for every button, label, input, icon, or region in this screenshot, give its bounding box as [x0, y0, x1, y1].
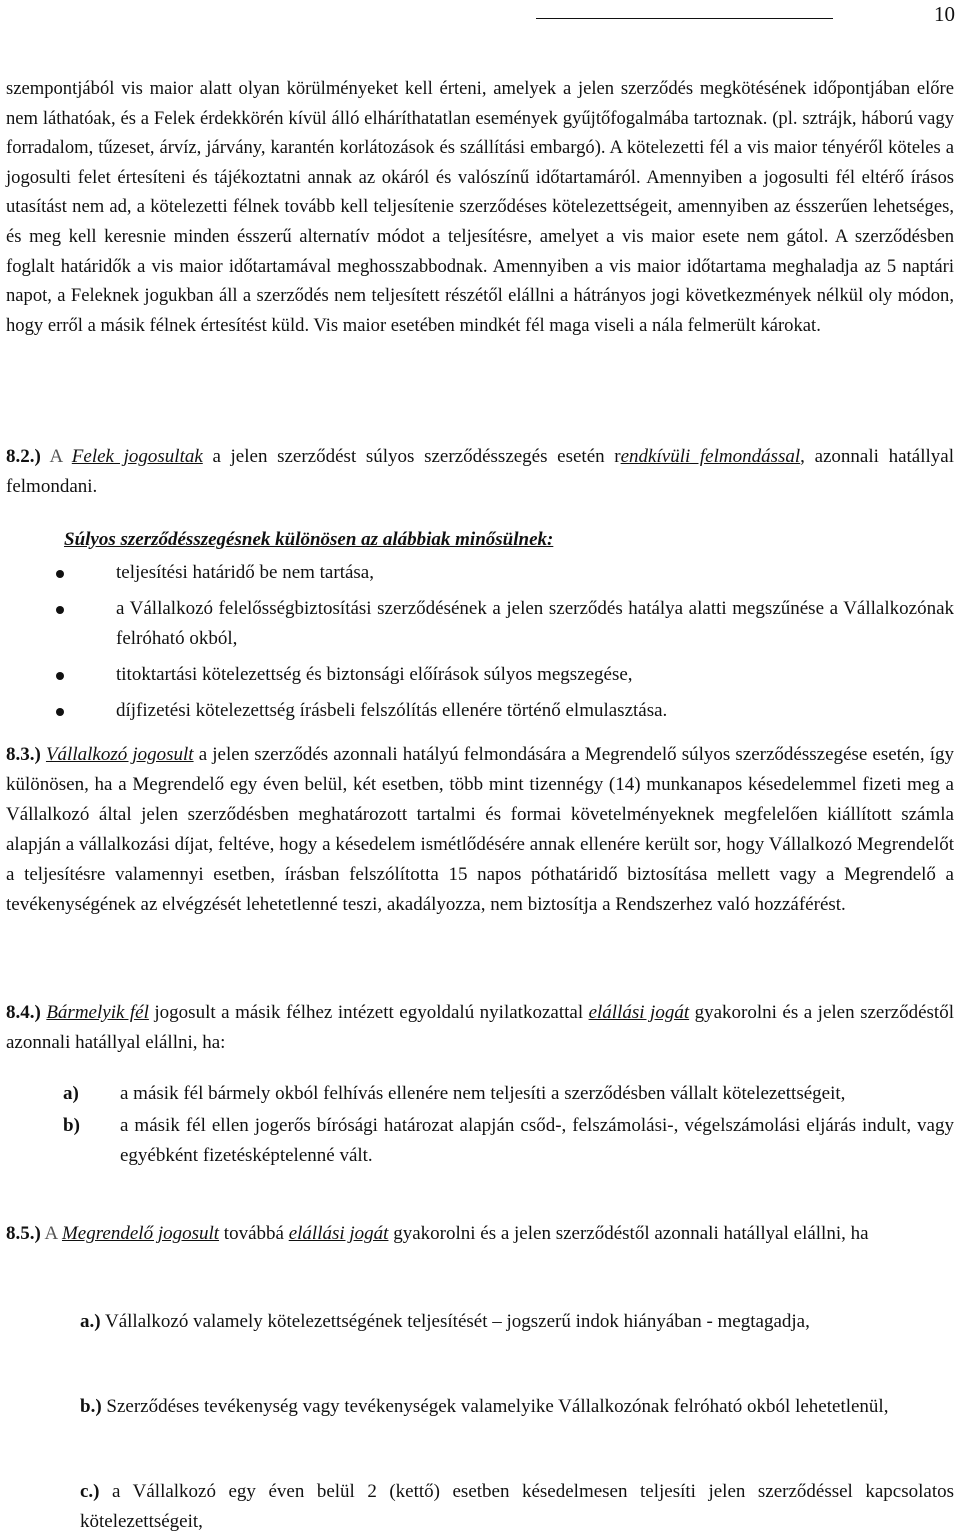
list-item-text: a Vállalkozó felelősségbiztosítási szerződésének a jelen szerződés hatálya alatti megszűnése a Vállalkozónak felróható okból,	[116, 598, 954, 649]
section-8-4	[6, 998, 954, 1058]
bullet-list	[56, 558, 954, 732]
bullet-icon	[56, 672, 64, 680]
section-8-5-item-c	[80, 1477, 954, 1537]
bullet-icon	[56, 708, 64, 716]
section-8-4-list	[6, 1079, 954, 1171]
list-item-text: a másik fél bármely okból felhívás ellenére nem teljesíti a szerződésben vállalt kötelezettségeit,	[120, 1083, 846, 1104]
list-item	[56, 594, 954, 654]
section-number: 8.5.)	[6, 1223, 41, 1244]
section-8-2-text	[6, 442, 954, 502]
list-item-text: díjfizetési kötelezettség írásbeli felszólítás ellenére történő elmulasztása.	[116, 700, 668, 721]
section-number: 8.2.)	[6, 446, 41, 467]
intro-text: szempontjából vis maior alatt olyan körülményeket kell érteni, amelyek a jelen szerződés megkötésének időpontjában előre nem láthatóak, és a Felek érdekkörén kívül álló elháríthatatlan események gyűjtőfogalmába tartoznak. (pl. sztrájk, háború vagy forradalom, tűzeset, árvíz, járvány, karantén korlátozások és szállítási embargó). A kötelezetti fél a vis maior tényéről köteles a jogosulti felet értesíteni és tájékoztatni annak az okáról és valószínű időtartamáról. Amennyiben a jogosulti fél eltérő írásos utasítást nem ad, a kötelezetti félnek tovább kell teljesítenie szerződéses kötelezettségeit, amennyiben az ésszerűen lehetséges, és meg kell keresnie minden ésszerű alternatív módot a teljesítésre, amelyet a vis maior esete nem gátol. A szerződésben foglalt határidők a vis maior időtartamával meghosszabbodnak. Amennyiben a vis maior időtartama meghaladja az 5 naptári napot, a Feleknek jogukban áll a szerződés nem teljesített részétől elállni a hátrányos jogi következmények nélkül oly módon, hogy erről a másik félnek értesítést küld. Vis maior esetében mindkét fél maga viseli a nála felmerült károkat.	[6, 78, 954, 336]
list-item	[56, 660, 954, 690]
section-8-4-body: jogosult a másik félhez intézett egyoldalú nyilatkozattal	[154, 1002, 584, 1023]
section-8-5-item-a	[80, 1307, 954, 1337]
list-item-text: a másik fél ellen jogerős bírósági határozat alapján csőd-, felszámolási-, végelszámolási eljárás indult, vagy egyébként fizetésképtelenné vált.	[120, 1115, 954, 1166]
section-8-2-article: A	[49, 446, 63, 467]
list-item	[56, 558, 954, 588]
section-number: 8.3.)	[6, 744, 41, 765]
list-item-label: b)	[63, 1115, 80, 1136]
list-item-label: a)	[63, 1083, 79, 1104]
section-8-4-subject: Bármelyik fél	[46, 1002, 149, 1023]
list-item	[6, 1111, 954, 1171]
list-item-label: b.)	[80, 1396, 102, 1417]
section-8-3-text	[6, 740, 954, 920]
section-8-3-body: a jelen szerződés azonnali hatályú felmondására a Megrendelő súlyos szerződésszegése esetén, így különösen, ha a Megrendelő egy éven belül, két esetben, több mint tizennégy (14) munkanapos késedelemmel fizeti meg a Vállalkozó által jelen szerződésben meghatározott tartalmi és formai követelményeknek megfelelően kiállított számla alapján a vállalkozási díjat, feltéve, hogy a késedelem ismétlődésére annak ellenére került sor, hogy Vállalkozó Megrendelőt a teljesítésre valamennyi esetben, írásban felszólította 15 napos póthatáridő biztosítása mellett vagy a Megrendelő a tevékenységének az elvégzését lehetetlenné teszi, akadályozza, nem biztosítja a Rendszerhez való hozzáférést.	[6, 744, 955, 915]
section-8-2-term: endkívüli felmondással	[620, 446, 801, 467]
list-item-text: Szerződéses tevékenység vagy tevékenységek valamelyike Vállalkozónak felróható okból lehetetlenül,	[106, 1396, 889, 1417]
section-8-5-tail: gyakorolni és a jelen szerződéstől azonnali hatállyal elállni, ha	[393, 1223, 869, 1244]
list-item	[6, 1079, 954, 1109]
section-8-5-article: A	[44, 1223, 58, 1244]
section-number: 8.4.)	[6, 1002, 41, 1023]
bullet-icon	[56, 570, 64, 578]
section-8-2-body: a jelen szerződést súlyos szerződésszegés esetén r	[212, 446, 621, 467]
page-number: 10	[934, 2, 955, 26]
section-8-4-term: elállási jogát	[588, 1002, 690, 1023]
list-item-text: titoktartási kötelezettség és biztonsági előírások súlyos megszegése,	[116, 664, 633, 685]
section-8-5-body: továbbá	[223, 1223, 284, 1244]
section-8-2-subject: Felek jogosultak	[71, 446, 203, 467]
list-item-text: Vállalkozó valamely kötelezettségének teljesítését – jogszerű indok hiányában - megtagadja,	[105, 1311, 810, 1332]
section-8-2-tail: , azonnali hatállyal felmondani.	[6, 446, 954, 497]
bullet-icon	[56, 606, 64, 614]
section-8-5-text	[6, 1219, 954, 1249]
section-8-5-term: elállási jogát	[288, 1223, 389, 1244]
section-8-5-item-b	[80, 1392, 954, 1422]
list-heading: Súlyos szerződésszegésnek különösen az alábbiak minősülnek:	[64, 529, 554, 550]
list-item-label: a.)	[80, 1311, 101, 1332]
section-8-4-text	[6, 998, 954, 1058]
section-8-5	[6, 1219, 954, 1249]
section-8-2	[6, 442, 954, 502]
section-8-3-subject: Vállalkozó jogosult	[45, 744, 194, 765]
list-item-label: c.)	[80, 1481, 100, 1502]
list-item-text: teljesítési határidő be nem tartása,	[116, 562, 374, 583]
list-item	[56, 696, 954, 726]
intro-paragraph	[6, 74, 954, 340]
section-8-3	[6, 740, 954, 920]
list-item-text: a Vállalkozó egy éven belül 2 (kettő) esetben késedelmesen teljesíti jelen szerződéssel kapcsolatos kötelezettségeit,	[80, 1481, 954, 1532]
section-8-4-tail: gyakorolni és a jelen szerződéstől azonnali hatállyal elállni, ha:	[6, 1002, 954, 1053]
header-rule	[536, 18, 833, 19]
section-8-5-subject: Megrendelő jogosult	[61, 1223, 220, 1244]
